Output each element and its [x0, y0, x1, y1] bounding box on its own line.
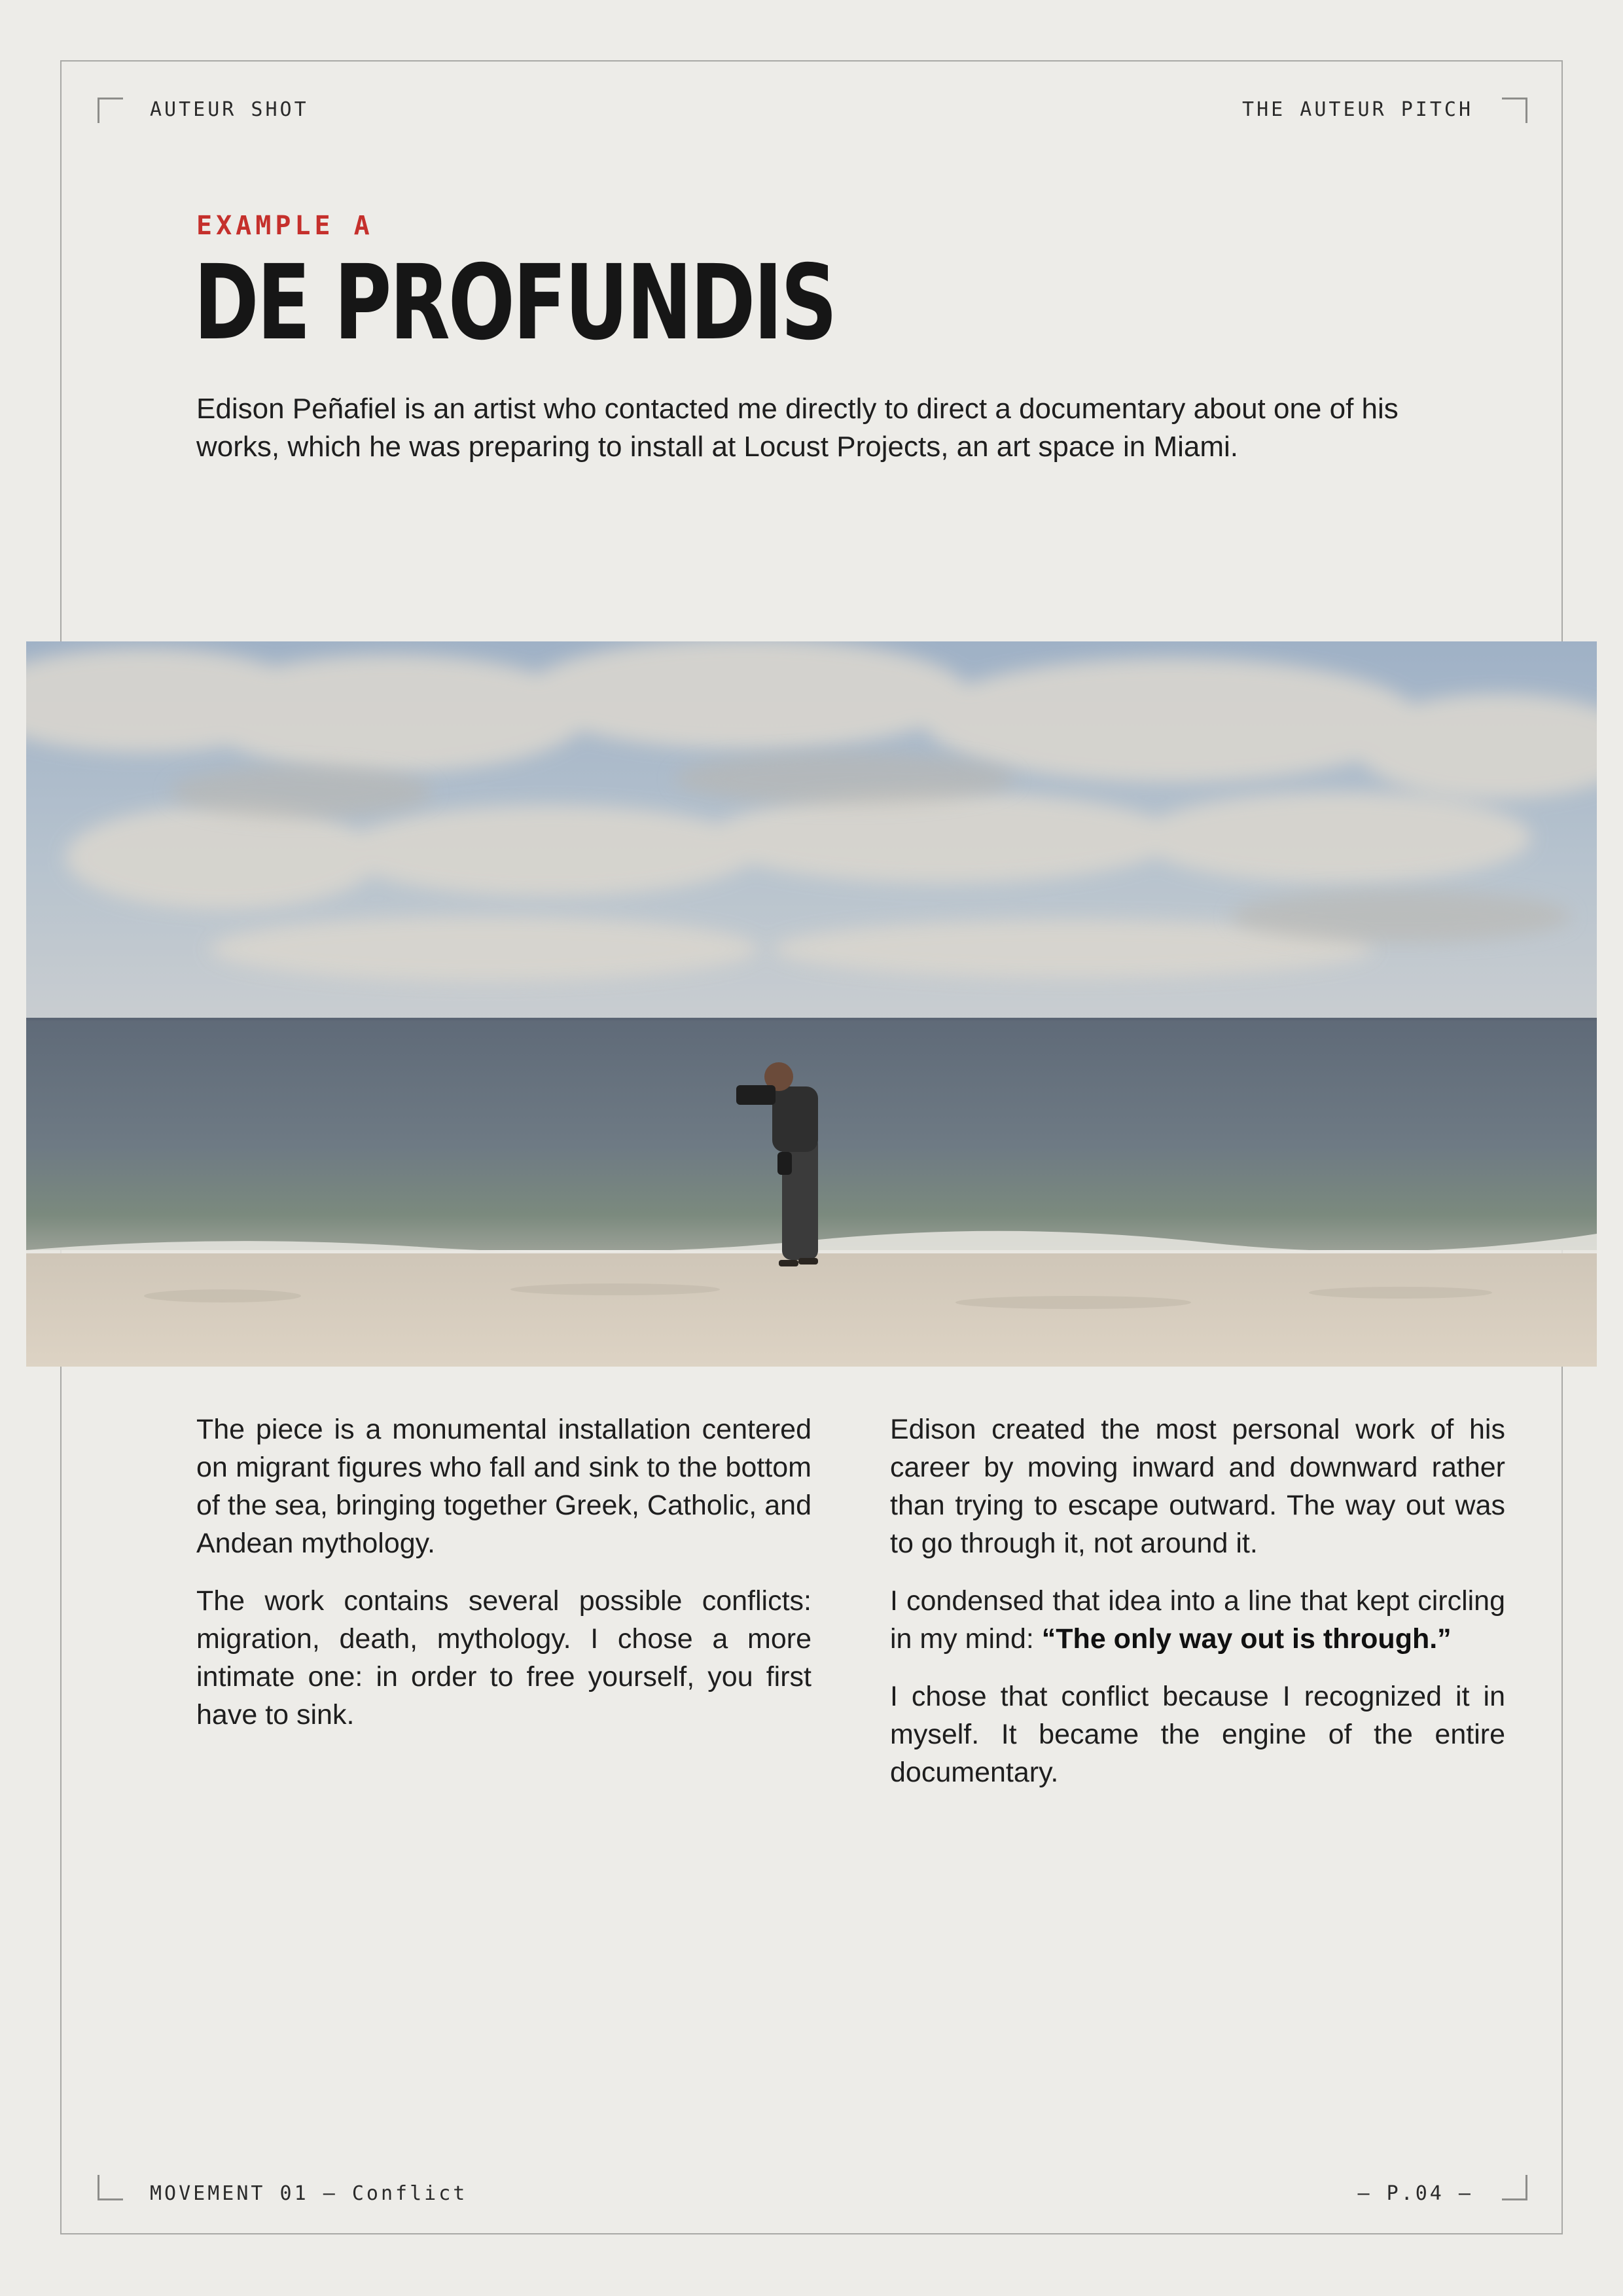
header-right-label: THE AUTEUR PITCH	[1242, 98, 1473, 121]
footer-movement-label: MOVEMENT 01 — Conflict	[150, 2182, 468, 2205]
beach-photograph	[26, 641, 1597, 1367]
right-paragraph-1: Edison created the most personal work of his career by moving inward and downward rather than trying to escape outward. The way out was to go through it, not around it.	[890, 1414, 1505, 1559]
page-title: DE PROFUNDIS	[194, 243, 836, 363]
right-paragraph-2	[890, 1582, 1505, 1658]
left-column	[196, 1410, 812, 1753]
corner-mark-top-right	[1502, 98, 1527, 123]
intro-paragraph: Edison Peñafiel is an artist who contacted me directly to direct a documentary about one of his works, which he was preparing to install at Locust Projects, an art space in Miami.	[196, 393, 1399, 463]
pull-quote: “The only way out is through.”	[1041, 1623, 1452, 1655]
header-left-label: AUTEUR SHOT	[150, 98, 309, 121]
right-paragraph-2-lead: I condensed that idea into a line that kept circling in my mind:	[890, 1585, 1505, 1655]
footer-page-number: — P.04 —	[1357, 2182, 1473, 2205]
section-kicker: EXAMPLE A	[196, 211, 374, 241]
left-paragraph-2: The work contains several possible conflicts: migration, death, mythology. I chose a more intimate one: in order to free yourself, you first have to sink.	[196, 1585, 812, 1731]
corner-mark-top-left	[98, 98, 123, 123]
corner-mark-bottom-left	[98, 2175, 123, 2200]
right-paragraph-3: I chose that conflict because I recognized it in myself. It became the engine of the entire documentary.	[890, 1681, 1505, 1788]
left-paragraph-1: The piece is a monumental installation centered on migrant figures who fall and sink to the bottom of the sea, bringing together Greek, Catholic, and Andean mythology.	[196, 1414, 812, 1559]
right-column	[890, 1410, 1505, 1811]
corner-mark-bottom-right	[1502, 2175, 1527, 2200]
